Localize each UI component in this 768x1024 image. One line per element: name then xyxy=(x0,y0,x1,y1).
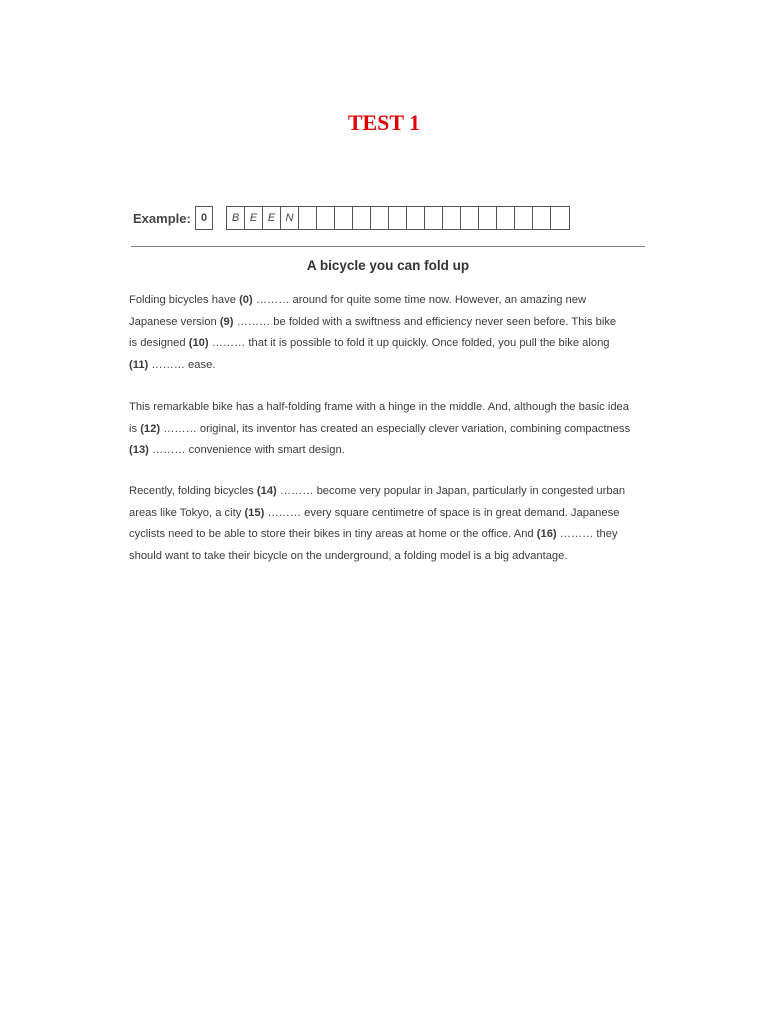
text-line: is designed (10) ……… that it is possible to fold it up quickly. Once folded, you pull the bike along xyxy=(129,337,610,349)
text-line: is (12) ……… original, its inventor has created an especially clever variation, combining compactness xyxy=(129,422,631,435)
gap-number: (15) xyxy=(244,506,265,519)
answer-letter-box xyxy=(461,207,479,229)
answer-letter-box xyxy=(443,207,461,229)
gap-number: (14) xyxy=(256,485,277,497)
example-answer-boxes xyxy=(226,206,570,230)
gap-number: (12) xyxy=(140,422,161,435)
answer-letter-box xyxy=(425,207,443,229)
answer-letter-box xyxy=(551,207,569,229)
paragraph-2 xyxy=(129,397,649,462)
paragraph-3 xyxy=(129,481,649,567)
example-label: Example: xyxy=(133,210,191,226)
passage-title: A bicycle you can fold up xyxy=(306,258,470,273)
answer-letter-box xyxy=(497,207,515,229)
paragraph-1 xyxy=(129,290,649,376)
answer-letter-box xyxy=(335,207,353,229)
text-line: Japanese version (9) ……… be folded with a swiftness and efficiency never seen before. This bike xyxy=(129,315,617,328)
answer-letter-box xyxy=(353,207,371,229)
answer-letter-box xyxy=(479,207,497,229)
gap-number: (16) xyxy=(536,528,557,540)
text-line: (13) ……… convenience with smart design. xyxy=(129,444,345,456)
gap-number: (11) xyxy=(129,358,149,371)
gap-number: (9) xyxy=(219,315,234,328)
answer-letter-box: E xyxy=(263,207,281,229)
text-line: areas like Tokyo, a city (15) ……… every square centimetre of space is in great demand. Japanese xyxy=(129,506,620,519)
answer-letter-box: E xyxy=(245,207,263,229)
page-title: TEST 1 xyxy=(347,110,421,135)
gap-number: (0) xyxy=(239,294,253,306)
text-line: (11) ……… ease. xyxy=(129,358,216,371)
answer-letter-box xyxy=(299,207,317,229)
divider-line xyxy=(131,246,645,247)
text-line: Recently, folding bicycles (14) ……… become very popular in Japan, particularly in congested urban xyxy=(129,485,626,497)
example-row xyxy=(133,206,570,230)
example-number-box: 0 xyxy=(195,206,213,230)
text-line: should want to take their bicycle on the underground, a folding model is a big advantage. xyxy=(129,549,568,562)
text-line: cyclists need to be able to store their bikes in tiny areas at home or the office. And (16) ……… they xyxy=(129,528,618,540)
gap-number: (10) xyxy=(188,337,209,349)
answer-letter-box: B xyxy=(227,207,245,229)
answer-letter-box xyxy=(407,207,425,229)
answer-letter-box xyxy=(317,207,335,229)
answer-letter-box xyxy=(533,207,551,229)
answer-letter-box xyxy=(371,207,389,229)
text-line: Folding bicycles have (0) ……… around for quite some time now. However, an amazing new xyxy=(129,294,587,306)
answer-letter-box xyxy=(515,207,533,229)
answer-letter-box: N xyxy=(281,207,299,229)
answer-letter-box xyxy=(389,207,407,229)
gap-number: (13) xyxy=(129,444,149,456)
text-line: This remarkable bike has a half-folding frame with a hinge in the middle. And, although the basic idea xyxy=(129,401,630,413)
